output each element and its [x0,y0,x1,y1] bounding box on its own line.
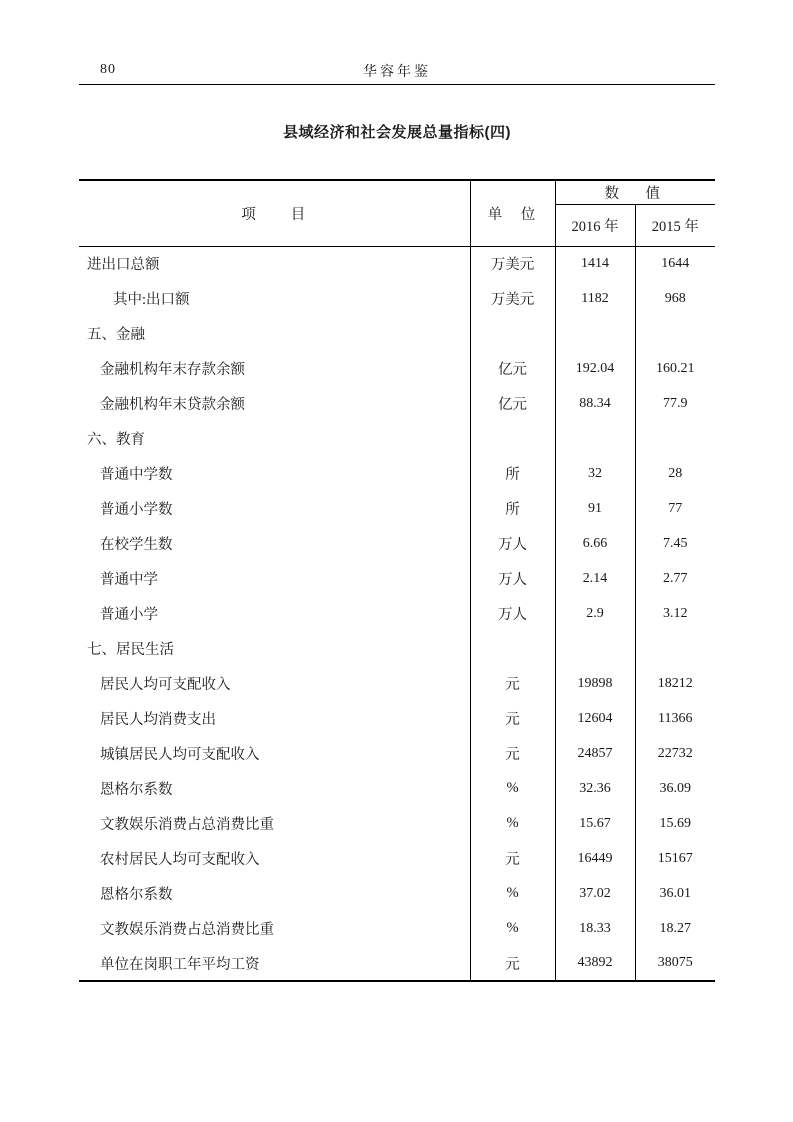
unit-cell [470,631,555,666]
unit-cell: 万人 [470,526,555,561]
unit-cell: % [470,911,555,946]
unit-cell: 元 [470,841,555,876]
running-header-title: 华容年鉴 [363,65,431,80]
value-2016-cell: 2.9 [555,596,635,631]
table-row [79,281,715,316]
item-cell: 文教娱乐消费占总消费比重 [79,806,470,841]
unit-cell: 万美元 [470,246,555,281]
unit-cell: 所 [470,491,555,526]
table-row [79,666,715,701]
value-2016-cell: 192.04 [555,351,635,386]
table-title: 县域经济和社会发展总量指标(四) [283,124,511,141]
unit-cell: 亿元 [470,351,555,386]
table-row [79,386,715,421]
unit-cell: 亿元 [470,386,555,421]
table-row [79,456,715,491]
column-header-unit: 单 位 [470,180,555,246]
table-row [79,491,715,526]
value-2016-cell: 2.14 [555,561,635,596]
value-2016-cell: 19898 [555,666,635,701]
value-2015-cell: 36.01 [659,885,691,901]
column-header-2016: 2016 年 [555,204,635,246]
value-2015-cell: 77.9 [663,395,688,411]
item-cell: 恩格尔系数 [79,771,470,806]
value-2015-cell: 77 [668,500,683,516]
value-2015-cell: 28 [668,465,683,481]
section-header-row [79,316,715,351]
item-cell: 恩格尔系数 [79,876,470,911]
value-2016-cell: 37.02 [555,876,635,911]
header-rule [79,84,715,85]
value-2016-cell: 18.33 [555,911,635,946]
value-2015-cell [635,316,715,351]
item-cell: 六、教育 [79,421,470,456]
item-cell: 五、金融 [79,316,470,351]
value-2016-cell [555,316,635,351]
value-2016-cell: 15.67 [555,806,635,841]
page-number: 80 [100,62,116,77]
unit-cell: 所 [470,456,555,491]
value-2015-cell: 18.27 [659,920,691,936]
value-2016-cell: 16449 [555,841,635,876]
item-cell: 单位在岗职工年平均工资 [79,946,470,981]
header-row-1 [79,180,715,204]
value-2016-cell: 1414 [555,246,635,281]
unit-cell [470,316,555,351]
table-row [79,561,715,596]
value-2015-cell: 1644 [661,255,690,271]
value-2015-cell: 18212 [657,675,693,691]
value-2016-cell: 43892 [555,946,635,981]
item-cell: 金融机构年末存款余额 [79,351,470,386]
value-2015-cell: 36.09 [659,780,691,796]
value-2015-cell: 15167 [657,850,693,866]
indicators-table [79,179,715,982]
table-row [79,876,715,911]
value-2015-cell: 11366 [658,710,693,726]
item-cell: 在校学生数 [79,526,470,561]
table-row [79,351,715,386]
item-cell: 进出口总额 [79,246,470,281]
value-2015-cell: 38075 [657,955,693,970]
value-2015-cell [635,421,715,456]
unit-cell: 元 [470,736,555,771]
column-header-2015: 2015 年 [651,218,699,235]
value-2016-cell: 32.36 [555,771,635,806]
value-2016-cell [555,421,635,456]
item-cell: 普通小学数 [79,491,470,526]
item-cell: 金融机构年末贷款余额 [79,386,470,421]
unit-cell [470,421,555,456]
page-header [79,0,715,84]
value-2015-cell: 7.45 [663,535,688,551]
value-2016-cell: 12604 [555,701,635,736]
value-2015-cell: 968 [664,290,686,306]
table-row [79,771,715,806]
value-2015-cell [635,631,715,666]
section-header-row [79,421,715,456]
value-2016-cell: 88.34 [555,386,635,421]
table-row [79,946,715,981]
table-row [79,806,715,841]
item-cell: 文教娱乐消费占总消费比重 [79,911,470,946]
value-2015-cell: 22732 [657,745,693,761]
table-row [79,246,715,281]
table-row [79,841,715,876]
unit-cell: 万美元 [470,281,555,316]
item-cell: 普通中学 [79,561,470,596]
table-body [79,246,715,981]
item-cell: 其中:出口额 [79,281,470,316]
value-2016-cell: 32 [555,456,635,491]
value-2016-cell: 1182 [555,281,635,316]
table-row [79,596,715,631]
value-2016-cell [555,631,635,666]
unit-cell: 元 [470,946,555,981]
item-cell: 七、居民生活 [79,631,470,666]
table-row [79,911,715,946]
column-header-value-group: 数 值 [555,180,715,204]
table-row [79,526,715,561]
value-2015-cell: 3.12 [663,605,688,621]
item-cell: 农村居民人均可支配收入 [79,841,470,876]
item-cell: 普通小学 [79,596,470,631]
column-header-item: 项 目 [79,180,470,246]
table-header [79,180,715,246]
unit-cell: % [470,806,555,841]
table-row [79,701,715,736]
value-2015-cell: 2.77 [663,570,688,586]
value-2015-cell: 15.69 [659,815,691,831]
section-header-row [79,631,715,666]
value-2016-cell: 24857 [555,736,635,771]
unit-cell: 元 [470,666,555,701]
table-row [79,736,715,771]
item-cell: 城镇居民人均可支配收入 [79,736,470,771]
value-2015-cell: 160.21 [656,360,695,376]
item-cell: 居民人均消费支出 [79,701,470,736]
item-cell: 普通中学数 [79,456,470,491]
value-2016-cell: 91 [555,491,635,526]
unit-cell: 万人 [470,596,555,631]
unit-cell: 万人 [470,561,555,596]
unit-cell: % [470,876,555,911]
unit-cell: % [470,771,555,806]
item-cell: 居民人均可支配收入 [79,666,470,701]
page-content [79,0,715,982]
value-2016-cell: 6.66 [555,526,635,561]
unit-cell: 元 [470,701,555,736]
